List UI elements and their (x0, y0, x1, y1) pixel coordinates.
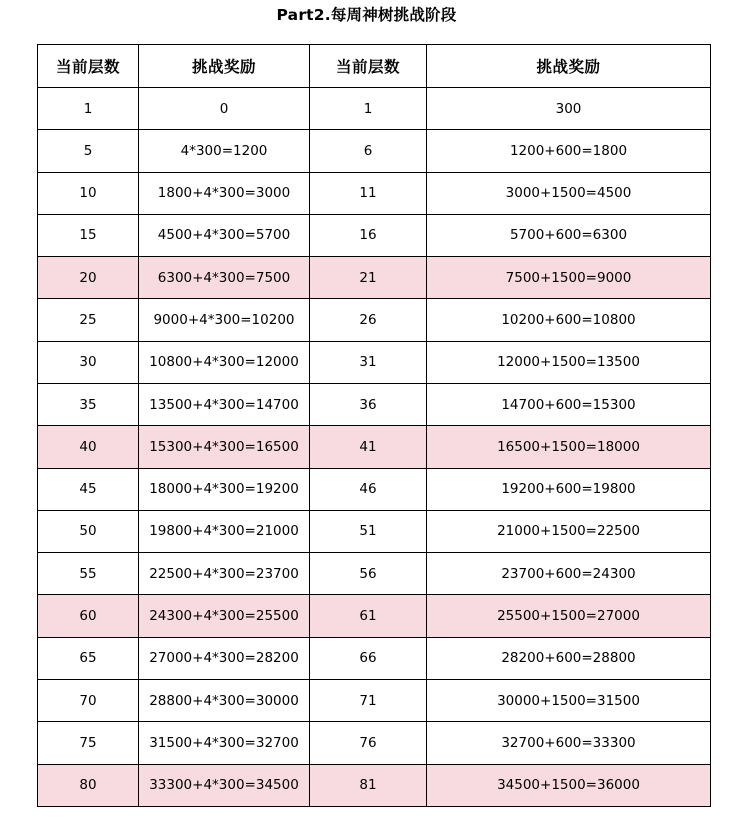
cell-current-layer-a: 75 (38, 722, 139, 764)
cell-challenge-reward-a: 22500+4*300=23700 (139, 553, 310, 595)
cell-current-layer-b: 26 (310, 299, 427, 341)
header-challenge-reward-a: 挑战奖励 (139, 45, 310, 88)
cell-current-layer-b: 11 (310, 172, 427, 214)
cell-challenge-reward-b: 5700+600=6300 (427, 214, 711, 256)
cell-current-layer-b: 76 (310, 722, 427, 764)
header-current-layer-a: 当前层数 (38, 45, 139, 88)
table-row (38, 299, 711, 341)
cell-current-layer-b: 41 (310, 426, 427, 468)
cell-challenge-reward-a: 18000+4*300=19200 (139, 468, 310, 510)
cell-challenge-reward-b: 23700+600=24300 (427, 553, 711, 595)
cell-challenge-reward-b: 16500+1500=18000 (427, 426, 711, 468)
cell-challenge-reward-b: 32700+600=33300 (427, 722, 711, 764)
cell-current-layer-a: 80 (38, 764, 139, 807)
cell-current-layer-a: 60 (38, 595, 139, 637)
cell-current-layer-b: 61 (310, 595, 427, 637)
cell-current-layer-a: 40 (38, 426, 139, 468)
cell-current-layer-a: 50 (38, 510, 139, 552)
cell-current-layer-a: 10 (38, 172, 139, 214)
cell-current-layer-a: 15 (38, 214, 139, 256)
cell-challenge-reward-a: 6300+4*300=7500 (139, 257, 310, 299)
table-row (38, 172, 711, 214)
cell-challenge-reward-b: 1200+600=1800 (427, 130, 711, 172)
cell-current-layer-b: 46 (310, 468, 427, 510)
cell-current-layer-a: 55 (38, 553, 139, 595)
challenge-reward-table (37, 44, 711, 807)
table-header-row (38, 45, 711, 88)
cell-current-layer-a: 65 (38, 637, 139, 679)
header-current-layer-b: 当前层数 (310, 45, 427, 88)
cell-current-layer-b: 6 (310, 130, 427, 172)
table-row (38, 553, 711, 595)
cell-current-layer-b: 1 (310, 88, 427, 130)
header-challenge-reward-b: 挑战奖励 (427, 45, 711, 88)
cell-current-layer-a: 1 (38, 88, 139, 130)
page-title: Part2.每周神树挑战阶段 (276, 6, 457, 24)
table-row (38, 679, 711, 721)
cell-challenge-reward-a: 19800+4*300=21000 (139, 510, 310, 552)
table-row (38, 214, 711, 256)
table-row (38, 764, 711, 807)
cell-challenge-reward-a: 27000+4*300=28200 (139, 637, 310, 679)
table-row (38, 637, 711, 679)
table-row (38, 383, 711, 425)
cell-current-layer-b: 81 (310, 764, 427, 807)
cell-challenge-reward-a: 10800+4*300=12000 (139, 341, 310, 383)
cell-challenge-reward-a: 4*300=1200 (139, 130, 310, 172)
cell-challenge-reward-b: 30000+1500=31500 (427, 679, 711, 721)
cell-challenge-reward-b: 21000+1500=22500 (427, 510, 711, 552)
cell-challenge-reward-a: 28800+4*300=30000 (139, 679, 310, 721)
cell-current-layer-b: 21 (310, 257, 427, 299)
cell-challenge-reward-a: 33300+4*300=34500 (139, 764, 310, 807)
table-body (38, 88, 711, 807)
cell-challenge-reward-b: 7500+1500=9000 (427, 257, 711, 299)
cell-challenge-reward-b: 300 (427, 88, 711, 130)
cell-challenge-reward-a: 0 (139, 88, 310, 130)
cell-challenge-reward-a: 24300+4*300=25500 (139, 595, 310, 637)
table-row (38, 130, 711, 172)
cell-challenge-reward-b: 25500+1500=27000 (427, 595, 711, 637)
cell-current-layer-a: 5 (38, 130, 139, 172)
cell-current-layer-b: 16 (310, 214, 427, 256)
cell-challenge-reward-b: 10200+600=10800 (427, 299, 711, 341)
cell-current-layer-b: 51 (310, 510, 427, 552)
cell-current-layer-b: 56 (310, 553, 427, 595)
cell-challenge-reward-a: 4500+4*300=5700 (139, 214, 310, 256)
cell-challenge-reward-a: 9000+4*300=10200 (139, 299, 310, 341)
cell-challenge-reward-a: 15300+4*300=16500 (139, 426, 310, 468)
cell-current-layer-a: 30 (38, 341, 139, 383)
cell-challenge-reward-a: 13500+4*300=14700 (139, 383, 310, 425)
cell-challenge-reward-a: 31500+4*300=32700 (139, 722, 310, 764)
cell-current-layer-a: 25 (38, 299, 139, 341)
cell-challenge-reward-a: 1800+4*300=3000 (139, 172, 310, 214)
cell-challenge-reward-b: 3000+1500=4500 (427, 172, 711, 214)
cell-challenge-reward-b: 12000+1500=13500 (427, 341, 711, 383)
table-row (38, 341, 711, 383)
table-row (38, 595, 711, 637)
cell-current-layer-b: 36 (310, 383, 427, 425)
cell-current-layer-b: 66 (310, 637, 427, 679)
table-row (38, 510, 711, 552)
cell-challenge-reward-b: 34500+1500=36000 (427, 764, 711, 807)
table-row (38, 257, 711, 299)
cell-current-layer-a: 70 (38, 679, 139, 721)
table-row (38, 426, 711, 468)
cell-challenge-reward-b: 28200+600=28800 (427, 637, 711, 679)
cell-challenge-reward-b: 14700+600=15300 (427, 383, 711, 425)
table-row (38, 722, 711, 764)
cell-current-layer-a: 20 (38, 257, 139, 299)
cell-current-layer-b: 31 (310, 341, 427, 383)
cell-current-layer-a: 35 (38, 383, 139, 425)
table-row (38, 88, 711, 130)
cell-challenge-reward-b: 19200+600=19800 (427, 468, 711, 510)
cell-current-layer-b: 71 (310, 679, 427, 721)
table-row (38, 468, 711, 510)
cell-current-layer-a: 45 (38, 468, 139, 510)
